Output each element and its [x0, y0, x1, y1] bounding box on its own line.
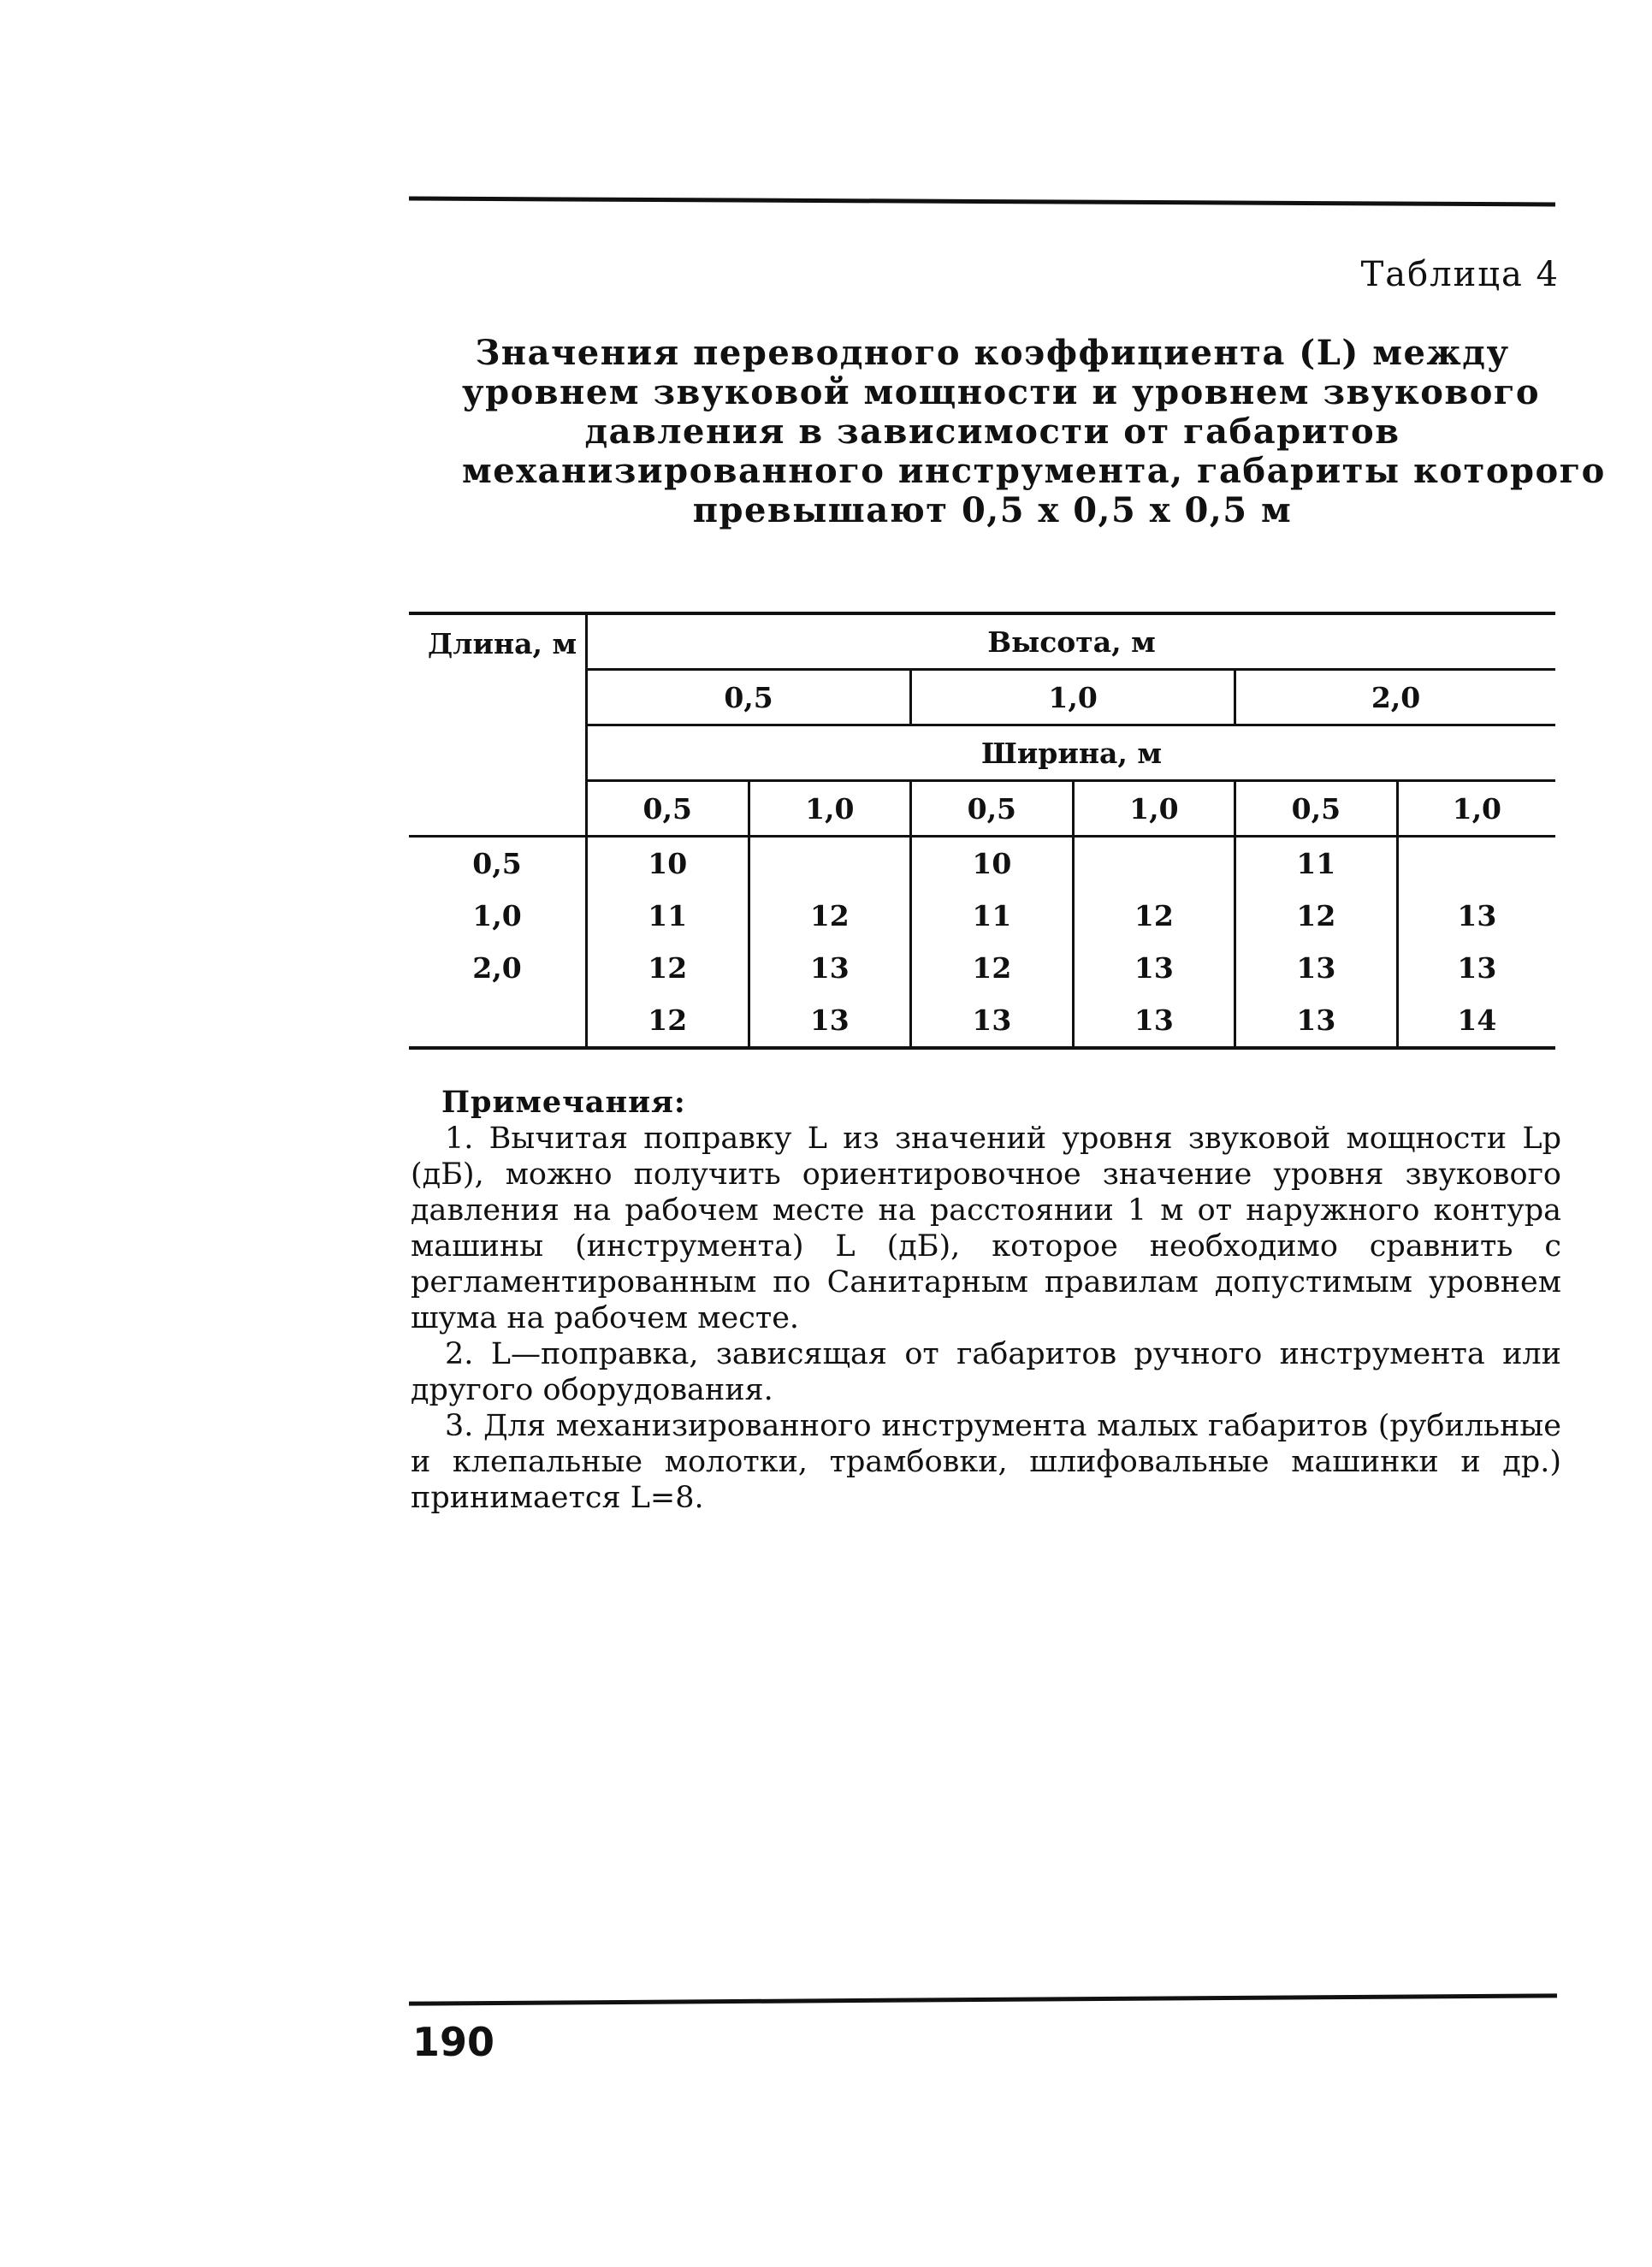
- table-cell: 13: [1397, 942, 1555, 994]
- note-item: 1. Вычитая поправку L из значений уровня звуковой мощности Lp (дБ), можно получить ориентировочное значение уровня звукового давления на рабочем месте на расстоянии 1 м от наружного контура машины (инструмента) L (дБ), которое необходимо сравнить с регламентированным по Санитарным правилам допустимым уровнем шума на рабочем месте.: [411, 1122, 1561, 1335]
- width-value: 1,0: [1397, 781, 1555, 837]
- width-value: 0,5: [911, 781, 1074, 837]
- table-cell: 12: [749, 890, 911, 942]
- table-cell: 10: [911, 837, 1074, 891]
- length-value: [409, 994, 587, 1048]
- table-cell: 11: [587, 890, 749, 942]
- table-row: [409, 942, 1555, 994]
- table-row: [409, 994, 1555, 1048]
- top-rule: [409, 196, 1555, 206]
- table-cell: 12: [911, 942, 1074, 994]
- table-cell: 13: [749, 942, 911, 994]
- table-row: [409, 890, 1555, 942]
- table-cell: 12: [587, 942, 749, 994]
- width-value: 0,5: [587, 781, 749, 837]
- table-cell: 11: [1235, 837, 1398, 891]
- table-cell: 12: [587, 994, 749, 1048]
- coefficient-table: [409, 612, 1555, 1050]
- bottom-rule: [409, 1993, 1557, 2005]
- table-cell: 13: [749, 994, 911, 1048]
- table-row: [409, 837, 1555, 891]
- table-cell: 12: [1235, 890, 1398, 942]
- table-cell: 13: [1073, 994, 1235, 1048]
- table-cell: 13: [1235, 994, 1398, 1048]
- page-number: 190: [412, 2019, 495, 2065]
- table-cell: 13: [911, 994, 1074, 1048]
- height-value: 0,5: [587, 670, 911, 725]
- width-header: Ширина, м: [587, 725, 1556, 781]
- table-cell: 11: [911, 890, 1074, 942]
- length-header: Длина, м: [409, 613, 587, 837]
- table-title: [462, 333, 1606, 530]
- width-value: 1,0: [749, 781, 911, 837]
- notes-heading: Примечания:: [441, 1085, 686, 1120]
- height-value: 1,0: [911, 670, 1235, 725]
- height-header: Высота, м: [587, 613, 1556, 670]
- table-cell: 13: [1235, 942, 1398, 994]
- table-cell: 12: [1073, 890, 1235, 942]
- note-item: 2. L—поправка, зависящая от габаритов ручного инструмента или другого оборудования.: [411, 1337, 1561, 1407]
- title-line: давления в зависимости от габаритов: [584, 411, 1400, 452]
- title-line: механизированного инструмента, габариты которого: [462, 451, 1606, 491]
- table-cell: 13: [1397, 890, 1555, 942]
- width-value: 1,0: [1073, 781, 1235, 837]
- title-line: превышают 0,5 х 0,5 х 0,5 м: [692, 490, 1293, 530]
- length-value: 0,5: [409, 837, 587, 891]
- table-cell: 10: [587, 837, 749, 891]
- note-item: 3. Для механизированного инструмента малых габаритов (рубильные и клепальные молотки, трамбовки, шлифовальные машинки и др.) принимается L=8.: [411, 1409, 1561, 1515]
- table-cell: [1397, 837, 1555, 891]
- table-label: Таблица 4: [1360, 255, 1560, 294]
- table-cell: 14: [1397, 994, 1555, 1048]
- notes-section: [411, 1085, 1561, 1516]
- height-value: 2,0: [1235, 670, 1555, 725]
- table-cell: [1073, 837, 1235, 891]
- length-value: 1,0: [472, 899, 522, 932]
- table-cell: [749, 837, 911, 891]
- width-value: 0,5: [1235, 781, 1398, 837]
- table-cell: 13: [1073, 942, 1235, 994]
- length-value: 2,0: [472, 951, 522, 985]
- title-line: уровнем звуковой мощности и уровнем звукового: [462, 372, 1541, 412]
- title-line: Значения переводного коэффициента (L) между: [475, 333, 1510, 373]
